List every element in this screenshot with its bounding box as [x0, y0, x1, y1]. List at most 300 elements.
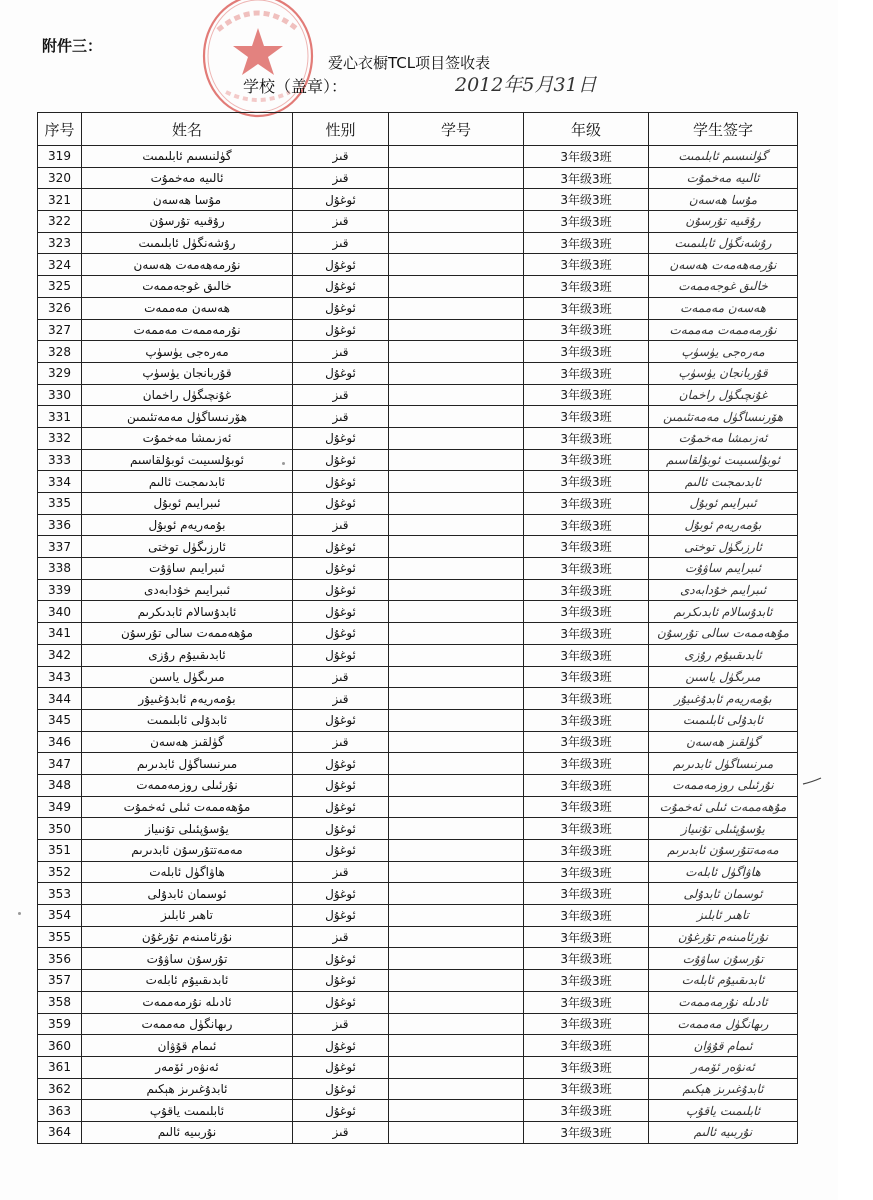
cell-signature: قۇربانجان يۈسۈپ [649, 362, 798, 384]
cell-name: رۇشەنگۈل ئابلىمىت [82, 232, 293, 254]
cell-signature: بۇمەريەم ئوبۇل [649, 514, 798, 536]
cell-seq: 331 [38, 406, 82, 428]
cell-gender: ئوغۇل [293, 558, 389, 580]
cell-student-id [389, 623, 524, 645]
cell-signature: مۇھەممەت ئىلى ئەخمۇت [649, 796, 798, 818]
table-row [38, 167, 798, 189]
cell-seq: 329 [38, 362, 82, 384]
cell-seq: 327 [38, 319, 82, 341]
cell-gender: قىز [293, 384, 389, 406]
cell-grade: 3年级3班 [524, 471, 649, 493]
cell-grade: 3年级3班 [524, 991, 649, 1013]
cell-gender: قىز [293, 666, 389, 688]
cell-signature: ھۆرنىساگۈل مەمەتئىمىن [649, 406, 798, 428]
table-row [38, 948, 798, 970]
cell-name: نۇرئامىنەم تۇرغۇن [82, 926, 293, 948]
table-row [38, 731, 798, 753]
cell-gender: ئوغۇل [293, 905, 389, 927]
cell-grade: 3年级3班 [524, 341, 649, 363]
cell-gender: قىز [293, 406, 389, 428]
cell-name: بۇمەريەم ئابدۇغىيۇر [82, 688, 293, 710]
cell-grade: 3年级3班 [524, 753, 649, 775]
cell-student-id [389, 991, 524, 1013]
cell-student-id [389, 644, 524, 666]
cell-seq: 349 [38, 796, 82, 818]
cell-seq: 322 [38, 211, 82, 233]
cell-signature: مەمەتتۇرسۇن ئابدىرىم [649, 840, 798, 862]
cell-grade: 3年级3班 [524, 1056, 649, 1078]
cell-gender: قىز [293, 1121, 389, 1143]
cell-student-id [389, 970, 524, 992]
cell-signature: مىرىگۈل ياسىن [649, 666, 798, 688]
cell-grade: 3年级3班 [524, 1035, 649, 1057]
cell-seq: 325 [38, 276, 82, 298]
cell-name: گۈلنىسىم ئابلىمىت [82, 146, 293, 168]
cell-gender: ئوغۇل [293, 991, 389, 1013]
cell-student-id [389, 558, 524, 580]
cell-student-id [389, 666, 524, 688]
cell-name: تاھىر ئابلىز [82, 905, 293, 927]
cell-signature: ئەنۋەر ئۆمەر [649, 1056, 798, 1078]
cell-grade: 3年级3班 [524, 319, 649, 341]
cell-gender: ئوغۇل [293, 254, 389, 276]
cell-grade: 3年级3班 [524, 167, 649, 189]
cell-signature: گۈلنىسىم ئابلىمىت [649, 146, 798, 168]
cell-student-id [389, 297, 524, 319]
column-header-signature: 学生签字 [649, 113, 798, 146]
cell-seq: 324 [38, 254, 82, 276]
cell-student-id [389, 1013, 524, 1035]
cell-signature: ئابدۇسالام ئابدىكرىم [649, 601, 798, 623]
cell-student-id [389, 254, 524, 276]
cell-signature: ئابدۇلى ئابلىمىت [649, 709, 798, 731]
cell-seq: 333 [38, 449, 82, 471]
cell-gender: ئوغۇل [293, 970, 389, 992]
column-header-gender: 性别 [293, 113, 389, 146]
cell-name: رۇقىيە تۇرسۇن [82, 211, 293, 233]
cell-signature: مىرنىساگۈل ئابدىرىم [649, 753, 798, 775]
cell-student-id [389, 232, 524, 254]
table-row [38, 449, 798, 471]
cell-name: ئابدىقىيۇم ئابلەت [82, 970, 293, 992]
cell-gender: قىز [293, 926, 389, 948]
cell-seq: 344 [38, 688, 82, 710]
table-row [38, 1121, 798, 1143]
cell-student-id [389, 1056, 524, 1078]
cell-gender: ئوغۇل [293, 840, 389, 862]
cell-grade: 3年级3班 [524, 818, 649, 840]
cell-name: ئابدىمجىت ئالىم [82, 471, 293, 493]
cell-gender: ئوغۇل [293, 883, 389, 905]
cell-gender: قىز [293, 341, 389, 363]
cell-seq: 338 [38, 558, 82, 580]
cell-seq: 326 [38, 297, 82, 319]
cell-seq: 364 [38, 1121, 82, 1143]
table-row [38, 536, 798, 558]
table-row [38, 601, 798, 623]
cell-grade: 3年级3班 [524, 709, 649, 731]
cell-gender: ئوغۇل [293, 276, 389, 298]
cell-student-id [389, 731, 524, 753]
table-row [38, 1013, 798, 1035]
form-title: 爱心衣橱TCL项目签收表 [328, 54, 491, 72]
cell-signature: ئوسمان ئابدۇلى [649, 883, 798, 905]
column-header-grade: 年级 [524, 113, 649, 146]
cell-grade: 3年级3班 [524, 449, 649, 471]
cell-gender: ئوغۇل [293, 362, 389, 384]
cell-seq: 354 [38, 905, 82, 927]
cell-seq: 320 [38, 167, 82, 189]
column-header-name: 姓名 [82, 113, 293, 146]
cell-signature: ئابدىقىيۇم رۇزى [649, 644, 798, 666]
cell-name: گۈلقىز ھەسەن [82, 731, 293, 753]
table-row [38, 753, 798, 775]
cell-gender: قىز [293, 146, 389, 168]
table-row [38, 861, 798, 883]
cell-seq: 356 [38, 948, 82, 970]
table-row [38, 1100, 798, 1122]
cell-seq: 328 [38, 341, 82, 363]
cell-name: ھاۋاگۈل ئابلەت [82, 861, 293, 883]
cell-name: مۇھەممەت سالى تۇرسۇن [82, 623, 293, 645]
cell-seq: 342 [38, 644, 82, 666]
cell-seq: 363 [38, 1100, 82, 1122]
cell-gender: ئوغۇل [293, 493, 389, 515]
cell-grade: 3年级3班 [524, 926, 649, 948]
cell-grade: 3年级3班 [524, 427, 649, 449]
cell-student-id [389, 493, 524, 515]
cell-seq: 347 [38, 753, 82, 775]
table-row [38, 1078, 798, 1100]
cell-name: ئابدۇلى ئابلىمىت [82, 709, 293, 731]
cell-student-id [389, 1100, 524, 1122]
cell-name: نۇرمەممەت مەممەت [82, 319, 293, 341]
cell-signature: ھەسەن مەممەت [649, 297, 798, 319]
cell-seq: 353 [38, 883, 82, 905]
cell-seq: 346 [38, 731, 82, 753]
table-row [38, 1035, 798, 1057]
cell-gender: ئوغۇل [293, 753, 389, 775]
cell-name: مەمەتتۇرسۇن ئابدىرىم [82, 840, 293, 862]
sign-off-table [37, 112, 798, 1144]
table-row [38, 146, 798, 168]
cell-name: ئابدۇغىرىز ھېكىم [82, 1078, 293, 1100]
cell-grade: 3年级3班 [524, 558, 649, 580]
table-row [38, 991, 798, 1013]
cell-name: ئوبۇلسىيىت ئوبۇلقاسىم [82, 449, 293, 471]
cell-gender: ئوغۇل [293, 644, 389, 666]
cell-signature: ئادىلە نۇرمەممەت [649, 991, 798, 1013]
table-row [38, 818, 798, 840]
school-stamp-label: 学校（盖章）： [243, 77, 348, 96]
cell-student-id [389, 362, 524, 384]
cell-grade: 3年级3班 [524, 601, 649, 623]
cell-seq: 345 [38, 709, 82, 731]
cell-student-id [389, 406, 524, 428]
cell-grade: 3年级3班 [524, 948, 649, 970]
cell-student-id [389, 1035, 524, 1057]
cell-name: ئادىلە نۇرمەممەت [82, 991, 293, 1013]
cell-gender: ئوغۇل [293, 601, 389, 623]
cell-grade: 3年级3班 [524, 1013, 649, 1035]
cell-gender: ئوغۇل [293, 948, 389, 970]
cell-grade: 3年级3班 [524, 536, 649, 558]
cell-seq: 357 [38, 970, 82, 992]
cell-seq: 360 [38, 1035, 82, 1057]
cell-student-id [389, 211, 524, 233]
cell-grade: 3年级3班 [524, 211, 649, 233]
cell-seq: 321 [38, 189, 82, 211]
cell-seq: 351 [38, 840, 82, 862]
cell-student-id [389, 579, 524, 601]
cell-signature: نۇرمەممەت مەممەت [649, 319, 798, 341]
table-row [38, 709, 798, 731]
cell-name: ئىبرايىم ئوبۇل [82, 493, 293, 515]
cell-signature: ئىبرايىم خۇدابەدى [649, 579, 798, 601]
cell-grade: 3年级3班 [524, 688, 649, 710]
cell-name: نۇرئىلى روزمەممەت [82, 774, 293, 796]
scan-speck [282, 462, 285, 465]
cell-student-id [389, 341, 524, 363]
cell-seq: 355 [38, 926, 82, 948]
cell-student-id [389, 384, 524, 406]
cell-gender: ئوغۇل [293, 818, 389, 840]
cell-student-id [389, 319, 524, 341]
cell-seq: 348 [38, 774, 82, 796]
table-row [38, 840, 798, 862]
cell-signature: نۇرئامىنەم تۇرغۇن [649, 926, 798, 948]
cell-student-id [389, 189, 524, 211]
table-row [38, 514, 798, 536]
cell-gender: قىز [293, 1013, 389, 1035]
table-body [38, 146, 798, 1144]
cell-gender: ئوغۇل [293, 579, 389, 601]
cell-gender: ئوغۇل [293, 297, 389, 319]
cell-seq: 343 [38, 666, 82, 688]
cell-student-id [389, 905, 524, 927]
cell-grade: 3年级3班 [524, 276, 649, 298]
cell-name: نۇربىيە ئالىم [82, 1121, 293, 1143]
cell-gender: ئوغۇل [293, 1035, 389, 1057]
table-row [38, 905, 798, 927]
cell-gender: ئوغۇل [293, 471, 389, 493]
cell-name: مۇھەممەت ئىلى ئەخمۇت [82, 796, 293, 818]
cell-grade: 3年级3班 [524, 905, 649, 927]
red-official-seal-icon [198, 0, 316, 128]
cell-gender: قىز [293, 514, 389, 536]
cell-name: يۇسۇپئىلى تۇنىياز [82, 818, 293, 840]
cell-signature: تۇرسۇن ساۋۇت [649, 948, 798, 970]
cell-name: رىھانگۈل مەممەت [82, 1013, 293, 1035]
table-row [38, 579, 798, 601]
cell-grade: 3年级3班 [524, 1121, 649, 1143]
cell-name: نۇرمەھەمەت ھەسەن [82, 254, 293, 276]
cell-grade: 3年级3班 [524, 861, 649, 883]
cell-student-id [389, 709, 524, 731]
cell-signature: ئوبۇلسىيىت ئوبۇلقاسىم [649, 449, 798, 471]
cell-seq: 358 [38, 991, 82, 1013]
cell-name: ئوسمان ئابدۇلى [82, 883, 293, 905]
table-row [38, 319, 798, 341]
cell-seq: 319 [38, 146, 82, 168]
cell-gender: قىز [293, 688, 389, 710]
cell-student-id [389, 926, 524, 948]
cell-student-id [389, 167, 524, 189]
cell-gender: قىز [293, 232, 389, 254]
cell-name: مەرەجى يۈسۈپ [82, 341, 293, 363]
table-row [38, 427, 798, 449]
cell-grade: 3年级3班 [524, 146, 649, 168]
cell-signature: خالىق غوجەممەت [649, 276, 798, 298]
cell-seq: 334 [38, 471, 82, 493]
cell-name: ئەنۋەر ئۆمەر [82, 1056, 293, 1078]
cell-signature: تاھىر ئابلىز [649, 905, 798, 927]
column-header-seq: 序号 [38, 113, 82, 146]
cell-student-id [389, 818, 524, 840]
cell-name: ئالىيە مەخمۇت [82, 167, 293, 189]
cell-signature: ئىمام قۇۋان [649, 1035, 798, 1057]
table-header-row [38, 113, 798, 146]
cell-student-id [389, 427, 524, 449]
cell-name: ئارزىگۈل توختى [82, 536, 293, 558]
table-row [38, 493, 798, 515]
cell-gender: قىز [293, 731, 389, 753]
cell-grade: 3年级3班 [524, 666, 649, 688]
cell-seq: 350 [38, 818, 82, 840]
cell-name: قۇربانجان يۈسۈپ [82, 362, 293, 384]
table-row [38, 644, 798, 666]
cell-grade: 3年级3班 [524, 254, 649, 276]
annex-label: 附件三： [42, 37, 103, 55]
cell-grade: 3年级3班 [524, 883, 649, 905]
cell-seq: 359 [38, 1013, 82, 1035]
column-header-student-id: 学号 [389, 113, 524, 146]
cell-student-id [389, 471, 524, 493]
table-row [38, 232, 798, 254]
cell-student-id [389, 449, 524, 471]
cell-signature: بۇمەريەم ئابدۇغىيۇر [649, 688, 798, 710]
cell-name: ئەزىمشا مەخمۇت [82, 427, 293, 449]
table-row [38, 796, 798, 818]
cell-seq: 340 [38, 601, 82, 623]
cell-signature: ئارزىگۈل توختى [649, 536, 798, 558]
cell-name: ئىمام قۇۋان [82, 1035, 293, 1057]
cell-seq: 336 [38, 514, 82, 536]
cell-name: مىرىگۈل ياسىن [82, 666, 293, 688]
cell-name: تۇرسۇن ساۋۇت [82, 948, 293, 970]
cell-gender: ئوغۇل [293, 774, 389, 796]
cell-name: مىرنىساگۈل ئابدىرىم [82, 753, 293, 775]
cell-grade: 3年级3班 [524, 774, 649, 796]
cell-grade: 3年级3班 [524, 493, 649, 515]
cell-seq: 323 [38, 232, 82, 254]
cell-name: غۇنچىگۈل راخمان [82, 384, 293, 406]
cell-grade: 3年级3班 [524, 840, 649, 862]
cell-grade: 3年级3班 [524, 796, 649, 818]
cell-name: ئابدۇسالام ئابدىكرىم [82, 601, 293, 623]
scan-speck [18, 912, 21, 915]
cell-signature: ئەزىمشا مەخمۇت [649, 427, 798, 449]
cell-name: بۇمەريەم ئوبۇل [82, 514, 293, 536]
cell-seq: 335 [38, 493, 82, 515]
cell-signature: مەرەجى يۈسۈپ [649, 341, 798, 363]
table-row [38, 341, 798, 363]
cell-student-id [389, 796, 524, 818]
cell-signature: ئابدۇغىرىز ھېكىم [649, 1078, 798, 1100]
cell-grade: 3年级3班 [524, 232, 649, 254]
cell-signature: ئابلىمىت ياقۇپ [649, 1100, 798, 1122]
cell-grade: 3年级3班 [524, 644, 649, 666]
cell-student-id [389, 753, 524, 775]
cell-seq: 361 [38, 1056, 82, 1078]
table-row [38, 276, 798, 298]
table-row [38, 970, 798, 992]
table-row [38, 471, 798, 493]
cell-name: مۇسا ھەسەن [82, 189, 293, 211]
cell-seq: 337 [38, 536, 82, 558]
cell-name: ئىبرايىم خۇدابەدى [82, 579, 293, 601]
cell-signature: غۇنچىگۈل راخمان [649, 384, 798, 406]
cell-signature: ئىبرايىم ئوبۇل [649, 493, 798, 515]
cell-signature: نۇربىيە ئالىم [649, 1121, 798, 1143]
cell-signature: رۇشەنگۈل ئابلىمىت [649, 232, 798, 254]
cell-gender: قىز [293, 861, 389, 883]
cell-gender: ئوغۇل [293, 1100, 389, 1122]
cell-student-id [389, 1078, 524, 1100]
cell-grade: 3年级3班 [524, 297, 649, 319]
handwritten-date: 2012年5月31日 [455, 74, 597, 96]
cell-grade: 3年级3班 [524, 189, 649, 211]
cell-signature: مۇھەممەت سالى تۇرسۇن [649, 623, 798, 645]
cell-gender: ئوغۇل [293, 536, 389, 558]
table-row [38, 558, 798, 580]
cell-student-id [389, 840, 524, 862]
cell-signature: ئابدىمجىت ئالىم [649, 471, 798, 493]
cell-name: ئىبرايىم ساۋۇت [82, 558, 293, 580]
cell-grade: 3年级3班 [524, 362, 649, 384]
table-row [38, 688, 798, 710]
cell-grade: 3年级3班 [524, 731, 649, 753]
table-row [38, 774, 798, 796]
cell-name: ھۆرنىساگۈل مەمەتئىمىن [82, 406, 293, 428]
cell-gender: ئوغۇل [293, 319, 389, 341]
cell-grade: 3年级3班 [524, 970, 649, 992]
cell-seq: 362 [38, 1078, 82, 1100]
cell-seq: 332 [38, 427, 82, 449]
table-row [38, 189, 798, 211]
cell-gender: ئوغۇل [293, 623, 389, 645]
cell-signature: نۇرئىلى روزمەممەت [649, 774, 798, 796]
cell-signature: رىھانگۈل مەممەت [649, 1013, 798, 1035]
cell-student-id [389, 883, 524, 905]
cell-name: ھەسەن مەممەت [82, 297, 293, 319]
cell-gender: ئوغۇل [293, 1078, 389, 1100]
cell-signature: نۇرمەھەمەت ھەسەن [649, 254, 798, 276]
table-row [38, 362, 798, 384]
cell-student-id [389, 601, 524, 623]
table-row [38, 384, 798, 406]
cell-student-id [389, 276, 524, 298]
table-row [38, 297, 798, 319]
cell-grade: 3年级3班 [524, 384, 649, 406]
table-row [38, 623, 798, 645]
cell-signature: ھاۋاگۈل ئابلەت [649, 861, 798, 883]
cell-gender: ئوغۇل [293, 709, 389, 731]
table-row [38, 926, 798, 948]
cell-signature: يۇسۇپئىلى تۇنىياز [649, 818, 798, 840]
table-row [38, 883, 798, 905]
cell-grade: 3年级3班 [524, 406, 649, 428]
